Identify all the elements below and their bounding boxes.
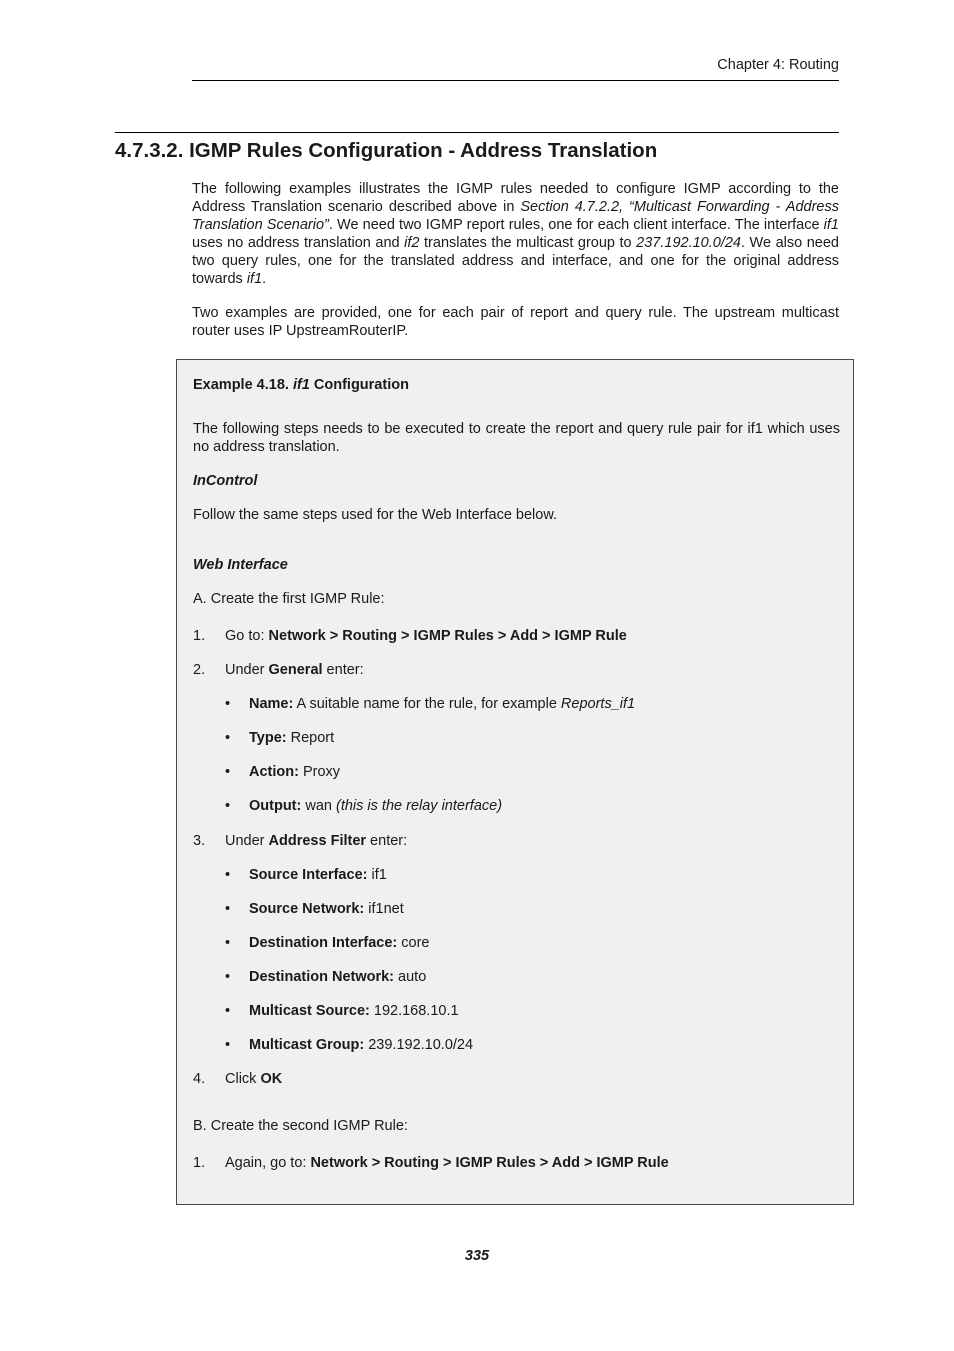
bullet: • [225,764,231,780]
bullet: • [225,798,231,814]
list-item [249,866,829,884]
step-number: 4. [193,1071,206,1087]
running-header: Chapter 4: Routing [717,57,839,73]
web-interface-heading-text: Web Interface [193,557,288,573]
step-number: 1. [193,1155,206,1171]
web-interface-heading [193,556,840,574]
section-rule [115,132,839,133]
section-reference: Section 4.7.2.2, “Multicast Forwarding - Address Translation Scenario” [192,199,839,233]
field-value: if1 [367,867,387,883]
field-label: Destination Interface: [249,935,398,951]
section-name: Address Filter [268,833,367,849]
list-item [249,797,829,815]
step-text: Again, go to: [225,1155,311,1171]
list-item [249,1036,829,1054]
list-item [249,763,829,781]
text: . We also need two query rules, one for the translated address and interface, and one for the original address towards [192,235,839,287]
field-value: 192.168.10.1 [369,1003,459,1019]
field-value: 239.192.10.0/24 [364,1037,474,1053]
example-title-prefix: Example 4.18. [193,377,293,393]
field-label: Name: [249,696,294,712]
part-b-label: B. Create the second IGMP Rule: [193,1118,408,1134]
field-value: Proxy [298,764,341,780]
text: . We need two IGMP report rules, one for each client interface. The interface [328,217,824,233]
step-click-ok [225,1070,835,1088]
field-label: Multicast Source: [249,1003,370,1019]
field-value: wan [301,798,337,814]
field-value: auto [394,969,427,985]
intro-paragraph [192,180,839,288]
part-a-label: A. Create the first IGMP Rule: [193,591,385,607]
field-value: Report [286,730,335,746]
interface-name: if1 [246,271,263,287]
header-rule [192,80,839,81]
step-number: 3. [193,833,206,849]
list-item [249,729,829,747]
example-description: The following steps needs to be executed to create the report and query rule pair for if1 which uses no address translation. [193,421,840,455]
step-general [225,661,835,679]
text: The following examples illustrates the IGMP rules needed to configure IGMP according to the Address Translation scenario described above in [192,181,839,215]
example-box [176,359,854,1205]
example-title-suffix: Configuration [309,377,409,393]
bullet: • [225,867,231,883]
bullet: • [225,901,231,917]
step-number: 2. [193,662,206,678]
step-number: 1. [193,628,206,644]
field-label: Source Network: [249,901,365,917]
step-text: Under [225,833,269,849]
list-item [249,900,829,918]
field-label: Output: [249,798,302,814]
examples-paragraph: Two examples are provided, one for each pair of report and query rule. The upstream multicast router uses IP UpstreamRouterIP. [192,305,839,339]
incontrol-heading-text: InControl [193,473,258,489]
step-text: Go to: [225,628,269,644]
example-title-em: if1 [292,377,310,393]
bullet: • [225,969,231,985]
field-label: Type: [249,730,287,746]
text: uses no address translation and [192,235,405,251]
menu-path: Network > Routing > IGMP Rules > Add > IGMP Rule [268,628,627,644]
interface-name: if2 [404,235,420,251]
step-goto [225,627,835,645]
list-item [249,934,829,952]
incontrol-heading [193,472,840,490]
field-label: Destination Network: [249,969,395,985]
step-text: enter: [366,833,408,849]
step-text: Click [225,1071,261,1087]
text: . [262,271,267,287]
list-item [249,695,829,713]
example-title [193,376,840,394]
interface-name: if1 [823,217,839,233]
field-label: Action: [249,764,299,780]
field-value: A suitable name for the rule, for example [293,696,561,712]
step-text: Under [225,662,269,678]
multicast-group: 237.192.10.0/24 [636,235,741,251]
bullet: • [225,935,231,951]
bullet: • [225,1037,231,1053]
ok-label: OK [260,1071,283,1087]
incontrol-text: Follow the same steps used for the Web Interface below. [193,507,558,523]
page-number: 335 [464,1248,490,1264]
list-item [249,968,829,986]
menu-path: Network > Routing > IGMP Rules > Add > IGMP Rule [310,1155,669,1171]
field-example: Reports_if1 [560,696,636,712]
bullet: • [225,1003,231,1019]
bullet: • [225,696,231,712]
field-value: if1net [364,901,404,917]
text: translates the multicast group to [419,235,637,251]
field-label: Source Interface: [249,867,368,883]
section-name: General [268,662,323,678]
step-address-filter [225,832,835,850]
step-goto-again [225,1154,835,1172]
section-title: 4.7.3.2. IGMP Rules Configuration - Address Translation [115,139,658,162]
step-text: enter: [322,662,364,678]
bullet: • [225,730,231,746]
list-item [249,1002,829,1020]
field-note: (this is the relay interface) [336,798,503,814]
field-value: core [397,935,430,951]
field-label: Multicast Group: [249,1037,365,1053]
